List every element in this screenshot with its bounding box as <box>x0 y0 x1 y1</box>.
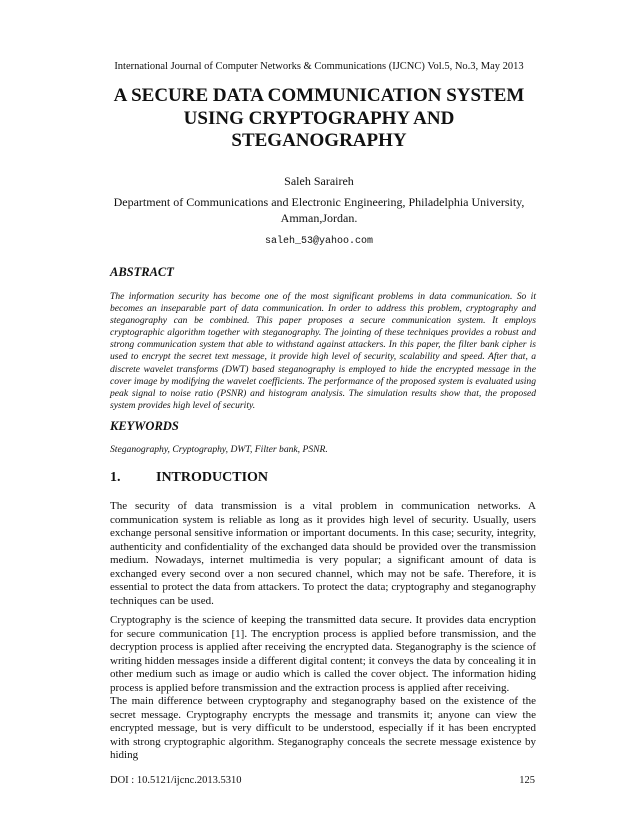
section-number: 1. <box>110 470 121 485</box>
page-number: 125 <box>519 775 535 786</box>
paragraph-text: Cryptography is the science of keeping the transmitted data secure. It provides data encryption for secure communication [1]. The encryption process is applied before transmission, and the decryption process is applied after receiving the encrypted data. Steganography is the science of writing hidden messages inside a different digital content; it conveys the data by concealing it in other medium such as image or audio which is called the cover object. The information hiding process is applied before transmission and the extraction process is applied after receiving. <box>110 614 536 694</box>
paragraph-text: The main difference between cryptography and steganography based on the existence of the secret message. Cryptography encrypts the message and transmits it; anyone can view the encrypted message, but is very difficult to be understood, especially if it has been encrypted with strong cryptographic algorithm. Steganography conceals the secrete message existence by hiding <box>110 695 536 761</box>
introduction-heading <box>110 470 268 486</box>
keywords-text: Steganography, Cryptography, DWT, Filter bank, PSNR. <box>110 444 328 455</box>
intro-paragraph-1 <box>110 500 536 608</box>
paper-title: A SECURE DATA COMMUNICATION SYSTEM USING CRYPTOGRAPHY AND STEGANOGRAPHY <box>113 85 525 151</box>
abstract-heading: ABSTRACT <box>110 265 174 279</box>
keywords-heading: KEYWORDS <box>110 419 179 433</box>
doi-footer: DOI : 10.5121/ijcnc.2013.5310 <box>110 775 242 786</box>
paragraph-text: The security of data transmission is a vital problem in communication networks. A communication system is reliable as long as it provides high level of security. Usually, users exchange personal sensitive information or important documents. In this case; security, integrity, authenticity and confidentiality of the exchanged data should be provided over the transmission medium. Nowadays, internet multimedia is very popular; a significant amount of data is exchanged every second over a non secured channel, which may not be safe. Therefore, it is essential to protect the data from attackers. To protect the data; cryptography and steganography techniques can be used. <box>110 500 536 607</box>
intro-paragraph-2 <box>110 614 536 763</box>
author-email: saleh_53@yahoo.com <box>264 236 374 247</box>
author-affiliation: Department of Communications and Electronic Engineering, Philadelphia University, Amman,Jordan. <box>113 195 525 225</box>
journal-header: International Journal of Computer Networks & Communications (IJCNC) Vol.5, No.3, May 2013 <box>114 61 524 72</box>
section-title: INTRODUCTION <box>156 470 269 485</box>
author-name: Saleh Saraireh <box>284 174 354 188</box>
abstract-text: The information security has become one of the most significant problems in data communication. So it becomes an inseparable part of data communication. In order to address this problem, cryptography and steganography can be combined. This paper proposes a secure communication system. It employs cryptographic algorithm together with steganography. The jointing of these techniques provides a robust and strong communication system that able to withstand against attackers. In this paper, the filter bank cipher is used to encrypt the secret text message, it provide high level of security, scalability and speed. After that, a discrete wavelet transforms (DWT) based steganography is employed to hide the encrypted message in the cover image by modifying the wavelet coefficients. The performance of the proposed system is evaluated using peak signal to noise ratio (PSNR) and histogram analysis. The simulation results show that, the proposed system provides high level of security. <box>110 291 536 411</box>
